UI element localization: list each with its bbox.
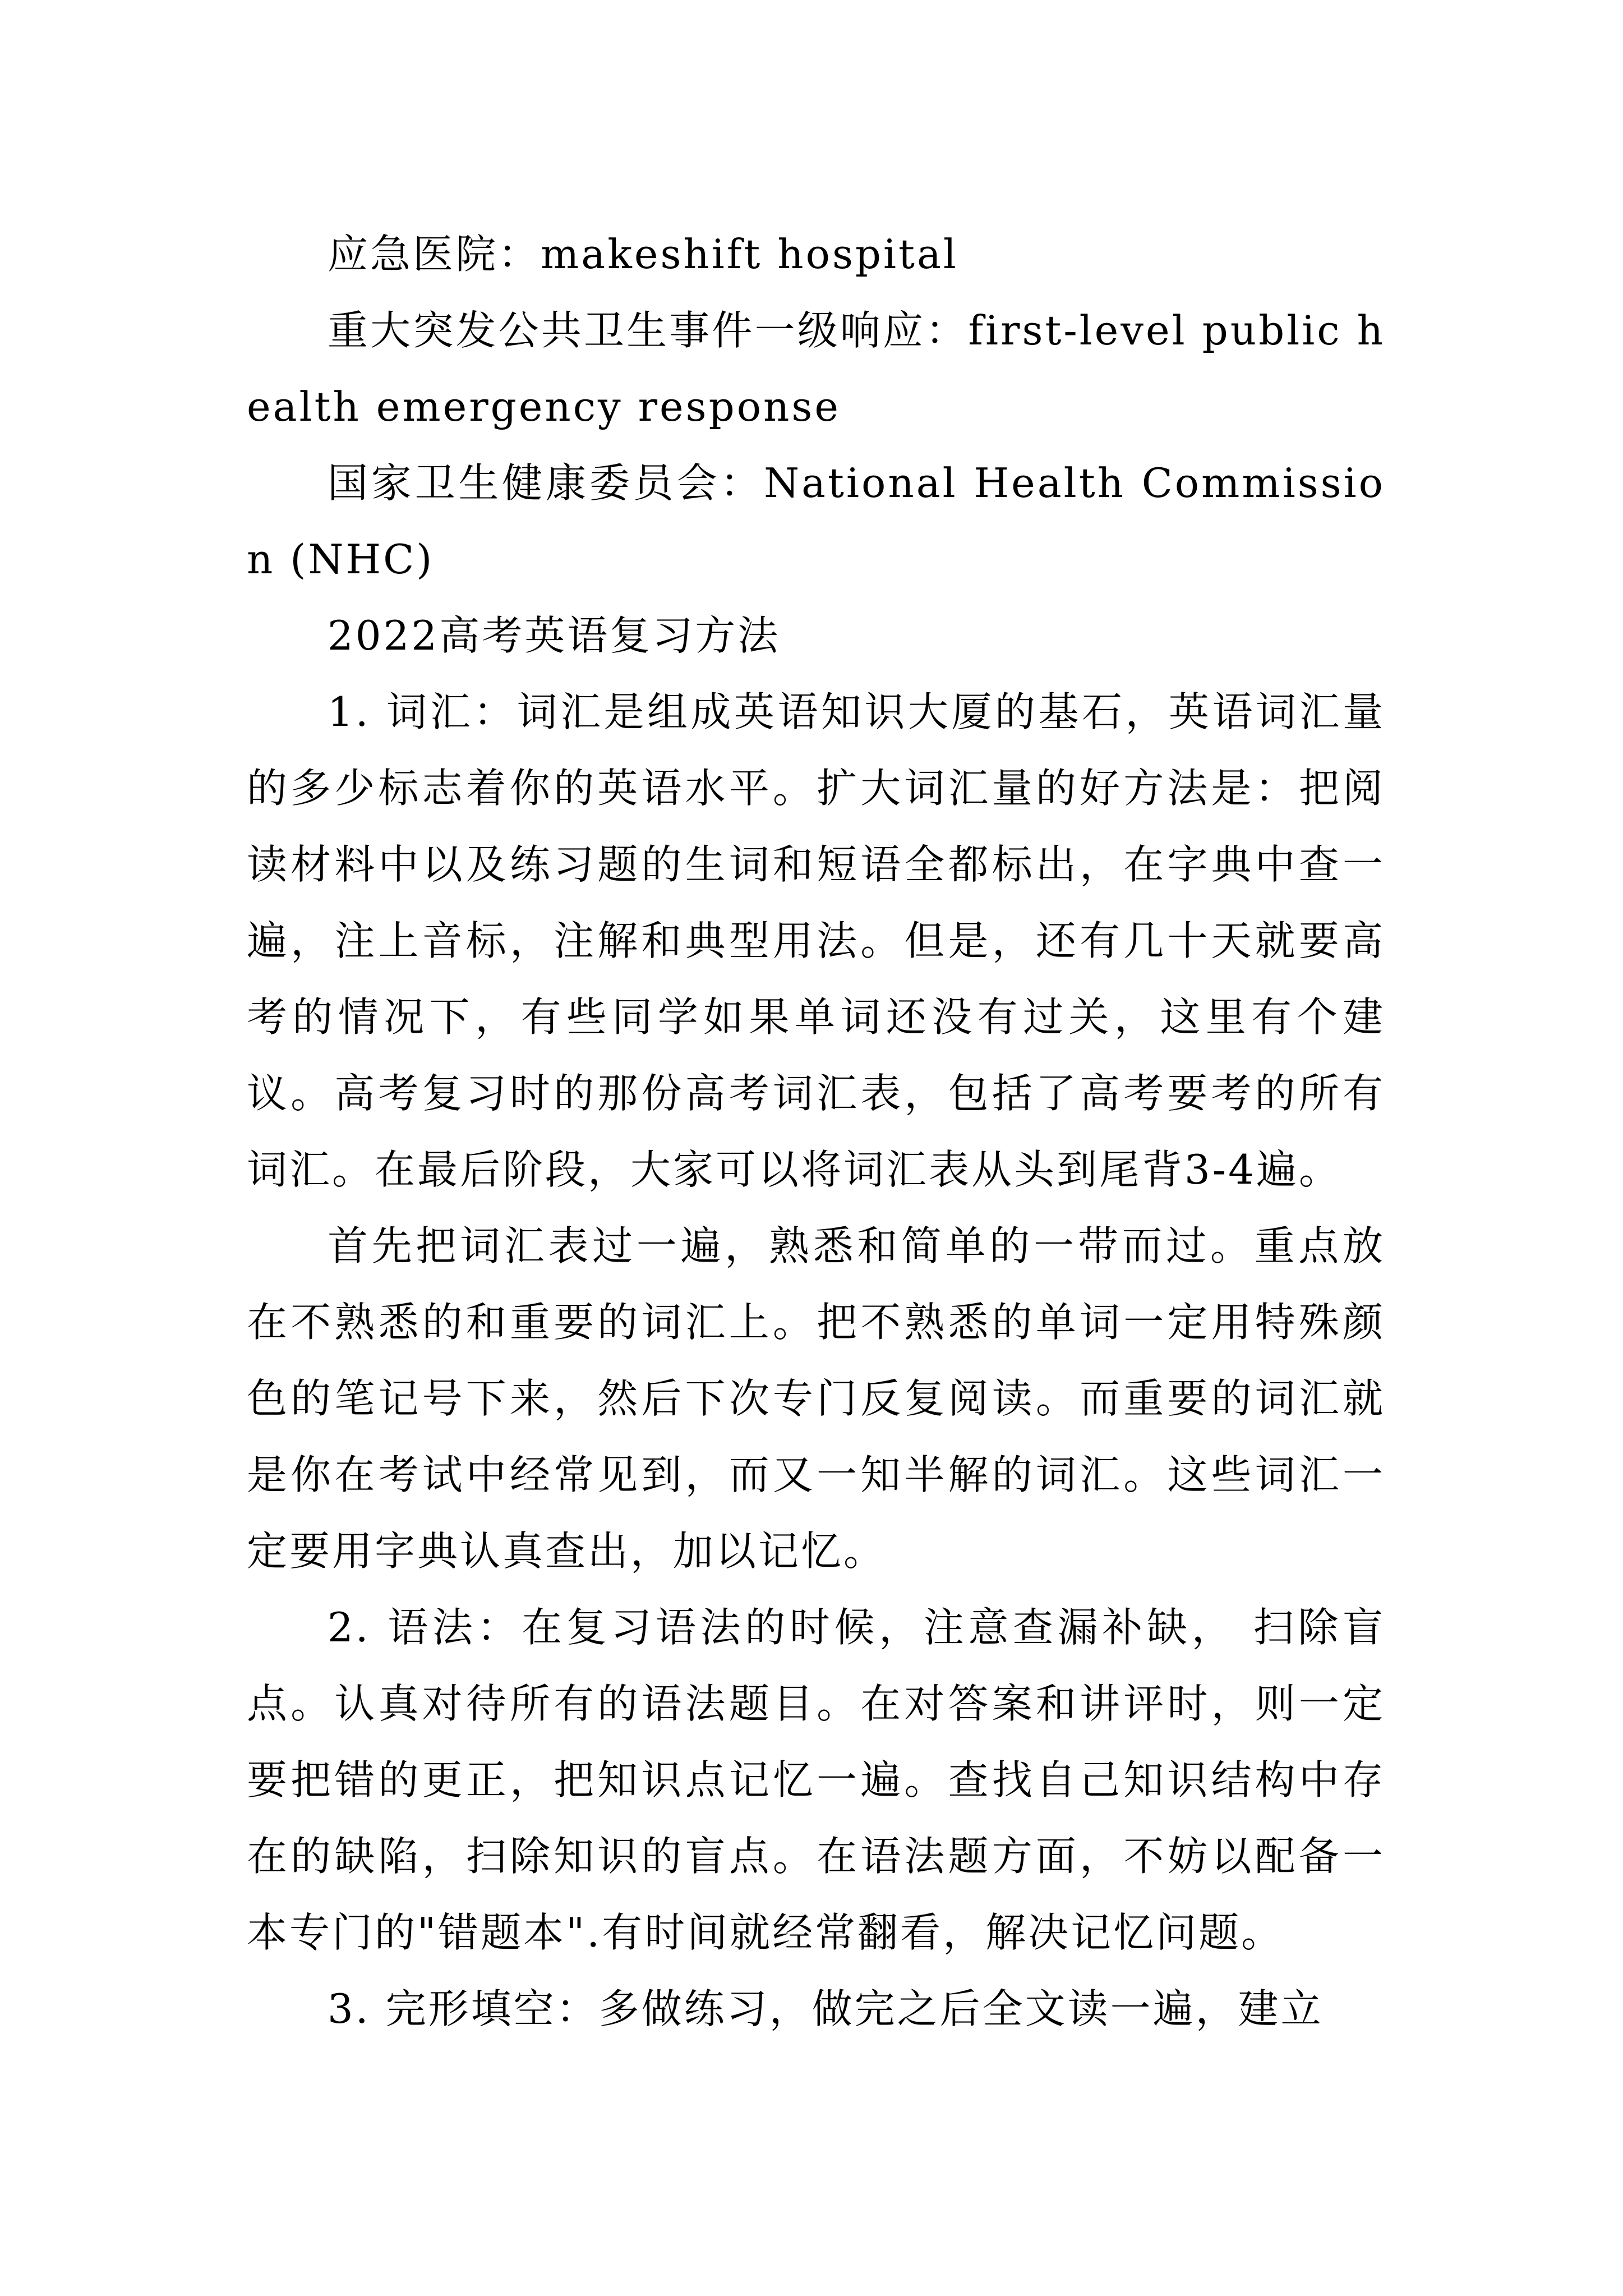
paragraph-grammar: 2. 语法：在复习语法的时候，注意查漏补缺， 扫除盲点。认真对待所有的语法题目。在对答案和讲评时，则一定要把错的更正，把知识点记忆一遍。查找自己知识结构中存在的缺陷，扫除知识的盲点。在语法题方面，不妨以配备一本专门的"错题本".有时间就经常翻看，解决记忆问题。 — [247, 1604, 1385, 1956]
paragraph-first-level-response: 重大突发公共卫生事件一级响应：first-level public health emergency response — [247, 307, 1385, 430]
paragraph-vocabulary: 1. 词汇：词汇是组成英语知识大厦的基石，英语词汇量的多少标志着你的英语水平。扩大词汇量的好方法是：把阅读材料中以及练习题的生词和短语全都标出，在字典中查一遍，注上音标，注解和典型用法。但是，还有几十天就要高考的情况下，有些同学如果单词还没有过关，这里有个建议。高考复习时的那份高考词汇表，包括了高考要考的所有词汇。在最后阶段，大家可以将词汇表从头到尾背3-4遍。 — [247, 688, 1385, 1193]
section-heading: 2022高考英语复习方法 — [328, 612, 781, 659]
paragraph-makeshift-hospital: 应急医院：makeshift hospital — [328, 231, 958, 278]
document-body — [247, 216, 1385, 2047]
paragraph-cloze: 3. 完形填空：多做练习，做完之后全文读一遍，建立 — [328, 1985, 1324, 2032]
paragraph-nhc: 国家卫生健康委员会：National Health Commission (NHC) — [247, 459, 1385, 583]
paragraph-vocabulary-review: 首先把词汇表过一遍，熟悉和简单的一带而过。重点放在不熟悉的和重要的词汇上。把不熟悉的单词一定用特殊颜色的笔记号下来，然后下次专门反复阅读。而重要的词汇就是你在考试中经常见到，而又一知半解的词汇。这些词汇一定要用字典认真查出，加以记忆。 — [247, 1222, 1385, 1575]
